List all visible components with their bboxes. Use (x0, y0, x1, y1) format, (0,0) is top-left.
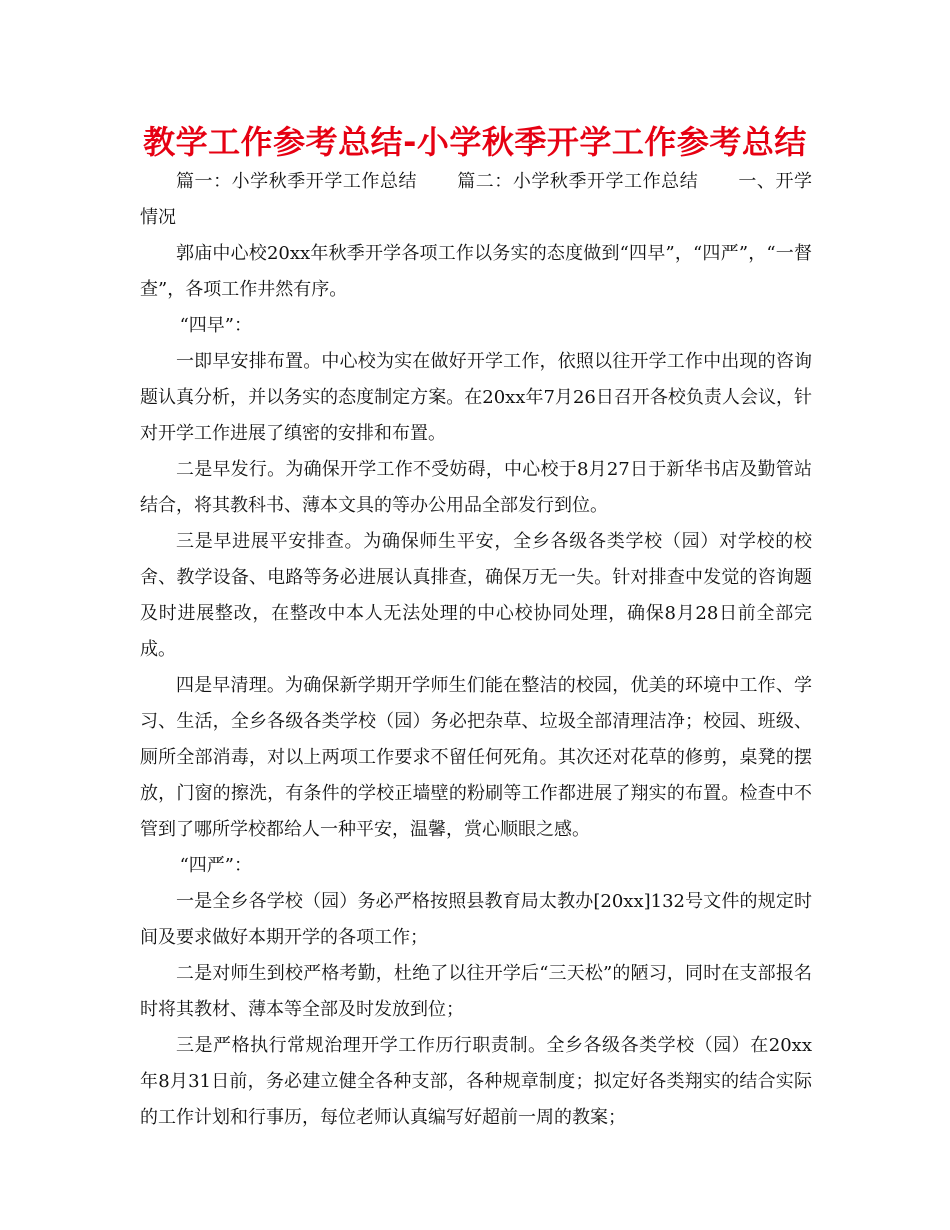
paragraph-1: 郭庙中心校20xx年秋季开学各项工作以务实的态度做到“四早”，“四严”，“一督查”，各项工作井然有序。 (140, 243, 812, 300)
document-body (140, 164, 812, 1136)
paragraph-4: 三是早进展平安排查。为确保师生平安，全乡各级各类学校（园）对学校的校舍、教学设备、电路等务必进展认真排查，确保万无一失。针对排查中发觉的咨询题及时进展整改，在整改中本人无法处理的中心校协同处理，确保8月28日前全部完成。 (140, 531, 812, 660)
paragraph-2: 一即早安排布置。中心校为实在做好开学工作，依照以往开学工作中出现的咨询题认真分析，并以务实的态度制定方案。在20xx年7月26日召开各校负责人会议，针对开学工作进展了缜密的安排和布置。 (140, 351, 812, 444)
document-title: 教学工作参考总结-小学秋季开学工作参考总结 (143, 123, 807, 161)
intro-part-2: 篇二：小学秋季开学工作总结 (456, 171, 699, 192)
paragraph-7: 二是对师生到校严格考勤，杜绝了以往开学后“三天松”的陋习，同时在支部报名时将其教材、薄本等全部及时发放到位； (140, 963, 812, 1020)
intro-line (140, 164, 812, 236)
intro-part-1: 篇一：小学秋季开学工作总结 (176, 171, 418, 192)
paragraph-5: 四是早清理。为确保新学期开学师生们能在整洁的校园，优美的环境中工作、学习、生活，全乡各级各类学校（园）务必把杂草、垃圾全部清理洁净；校园、班级、厕所全部消毒，对以上两项工作要求不留任何死角。其次还对花草的修剪，桌凳的摆放，门窗的擦洗，有条件的学校正墙壁的粉刷等工作都进展了翔实的布置。检查中不管到了哪所学校都给人一种平安，温馨，赏心顺眼之感。 (140, 675, 812, 840)
section-label-four-strict: “四严”： (179, 855, 252, 876)
paragraph-8: 三是严格执行常规治理开学工作历行职责制。全乡各级各类学校（园）在20xx年8月31日前，务必建立健全各种支部，各种规章制度；拟定好各类翔实的结合实际的工作计划和行事历，每位老师认真编写好超前一周的教案； (140, 1035, 812, 1128)
paragraph-6: 一是全乡各学校（园）务必严格按照县教育局太教办[20xx]132号文件的规定时间及要求做好本期开学的各项工作； (140, 891, 812, 948)
intro-part-3: 一、开学情况 (140, 171, 813, 228)
section-label-four-early: “四早”： (179, 315, 252, 336)
paragraph-3: 二是早发行。为确保开学工作不受妨碍，中心校于8月27日于新华书店及勤管站结合，将其教科书、薄本文具的等办公用品全部发行到位。 (140, 459, 812, 516)
